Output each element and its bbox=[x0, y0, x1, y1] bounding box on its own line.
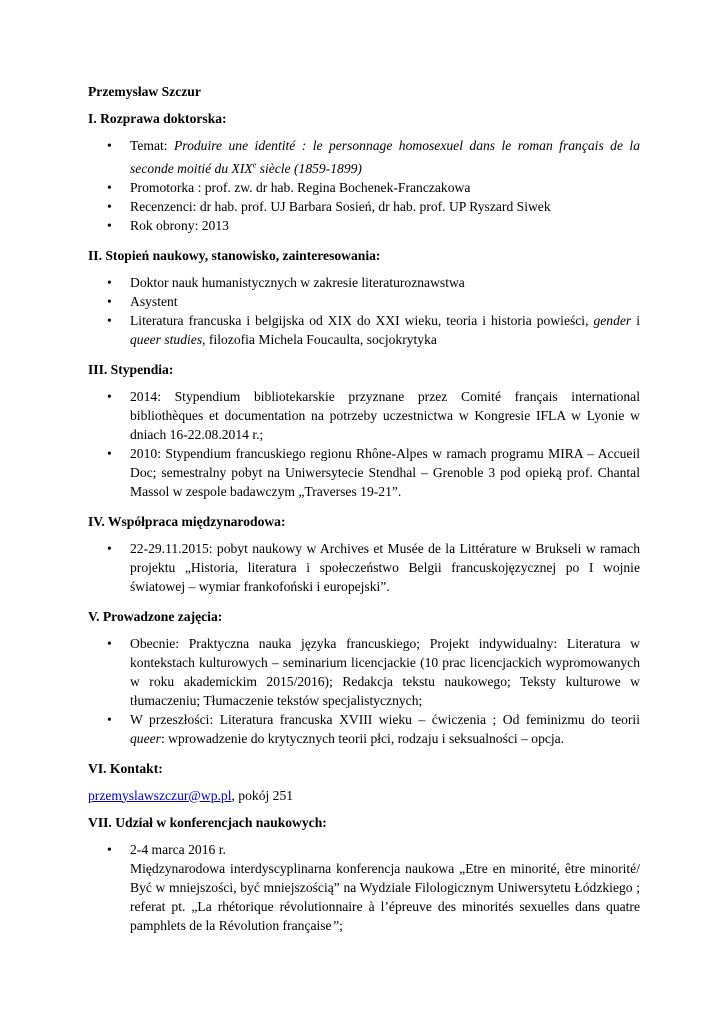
list-item: • Rok obrony: 2013 bbox=[88, 216, 640, 235]
list-item: • Literatura francuska i belgijska od XIX do XXI wieku, teoria i historia powieści, gender i queer studies, filozofia Michela Foucaulta, socjokrytyka bbox=[88, 311, 640, 349]
list-item: • Temat: Produire une identité : le personnage homosexuel dans le roman français de la seconde moitié du XIXe siècle (1859-1899) bbox=[88, 136, 640, 178]
author-name: Przemysław Szczur bbox=[88, 84, 201, 99]
list-item: • Obecnie: Praktyczna nauka języka francuskiego; Projekt indywidualny: Literatura w kontekstach kulturowych – seminarium licencjackie (10 prac licencjackich wypromowanych w roku akademickim 2015/2016); Redakcja tekstu naukowego; Teksty kulturowe w tłumaczeniu; Tłumaczenie tekstów specjalistycznych; bbox=[88, 634, 640, 710]
list-item: • 22-29.11.2015: pobyt naukowy w Archives et Musée de la Littérature w Brukseli w ramach projektu „Historia, literatura i społeczeństwo Belgii francuskojęzycznej po I wojnie światowej – wymiar frankofoński i europejski”. bbox=[88, 539, 640, 596]
conference-date: • 2-4 marca 2016 r. bbox=[130, 841, 226, 857]
dissertation-title: Produire une identité : le personnage homosexuel dans le roman français de la seconde moitié du XIXe siècle (1859-1899) bbox=[130, 138, 640, 176]
classes-list bbox=[88, 634, 640, 748]
section-heading-cooperation: IV. Współpraca międzynarodowa: bbox=[88, 513, 286, 529]
list-item: • 2014: Stypendium bibliotekarskie przyznane przez Comité français international bibliothèques et documentation na potrzeby uczestnictwa w Kongresie IFLA w Lyonie w dniach 16-22.08.2014 r.; bbox=[88, 387, 640, 444]
document-page bbox=[88, 82, 640, 946]
cooperation-list bbox=[88, 539, 640, 596]
degree-list bbox=[88, 273, 640, 349]
room-text: , pokój 251 bbox=[231, 787, 294, 803]
section-heading-classes: V. Prowadzone zajęcia: bbox=[88, 608, 223, 624]
conferences-list bbox=[88, 840, 640, 935]
list-item: • Recenzenci: dr hab. prof. UJ Barbara Sosień, dr hab. prof. UP Ryszard Siwek bbox=[88, 197, 640, 216]
conference-description: Międzynarodowa interdyscyplinarna konferencja naukowa „Etre en minorité, être minorité/ Być w mniejszości, być mniejszością” na Wydziale Filologicznym Uniwersytetu Łódzkiego ; referat pt. „La rhétorique révolutionnaire à l’épreuve des minorités sexuelles dans quatre pamphlets de la Révolution française”; bbox=[130, 860, 640, 933]
dissertation-list bbox=[88, 136, 640, 235]
section-heading-degree: II. Stopień naukowy, stanowisko, zainteresowania: bbox=[88, 247, 381, 263]
section-heading-dissertation: I. Rozprawa doktorska: bbox=[88, 111, 227, 126]
list-item bbox=[88, 840, 640, 935]
email-link[interactable]: przemyslawszczur@wp.pl bbox=[88, 787, 232, 803]
list-item: • 2010: Stypendium francuskiego regionu Rhône-Alpes w ramach programu MIRA – Accueil Doc; semestralny pobyt na Uniwersytecie Stendhal – Grenoble 3 pod opieką prof. Chantal Massol w zespole badawczym „Traverses 19-21”. bbox=[88, 444, 640, 501]
list-item: • Asystent bbox=[88, 292, 640, 311]
contact-line bbox=[88, 786, 640, 805]
section-heading-scholarships: III. Stypendia: bbox=[88, 361, 174, 377]
section-heading-conferences: VII. Udział w konferencjach naukowych: bbox=[88, 814, 327, 830]
list-item: • W przeszłości: Literatura francuska XVIII wieku – ćwiczenia ; Od feminizmu do teorii queer: wprowadzenie do krytycznych teorii płci, rodzaju i seksualności – opcja. bbox=[88, 710, 640, 748]
list-item: • Doktor nauk humanistycznych w zakresie literaturoznawstwa bbox=[88, 273, 640, 292]
scholarships-list bbox=[88, 387, 640, 501]
section-heading-contact: VI. Kontakt: bbox=[88, 760, 163, 776]
list-item: • Promotorka : prof. zw. dr hab. Regina Bochenek-Franczakowa bbox=[88, 178, 640, 197]
